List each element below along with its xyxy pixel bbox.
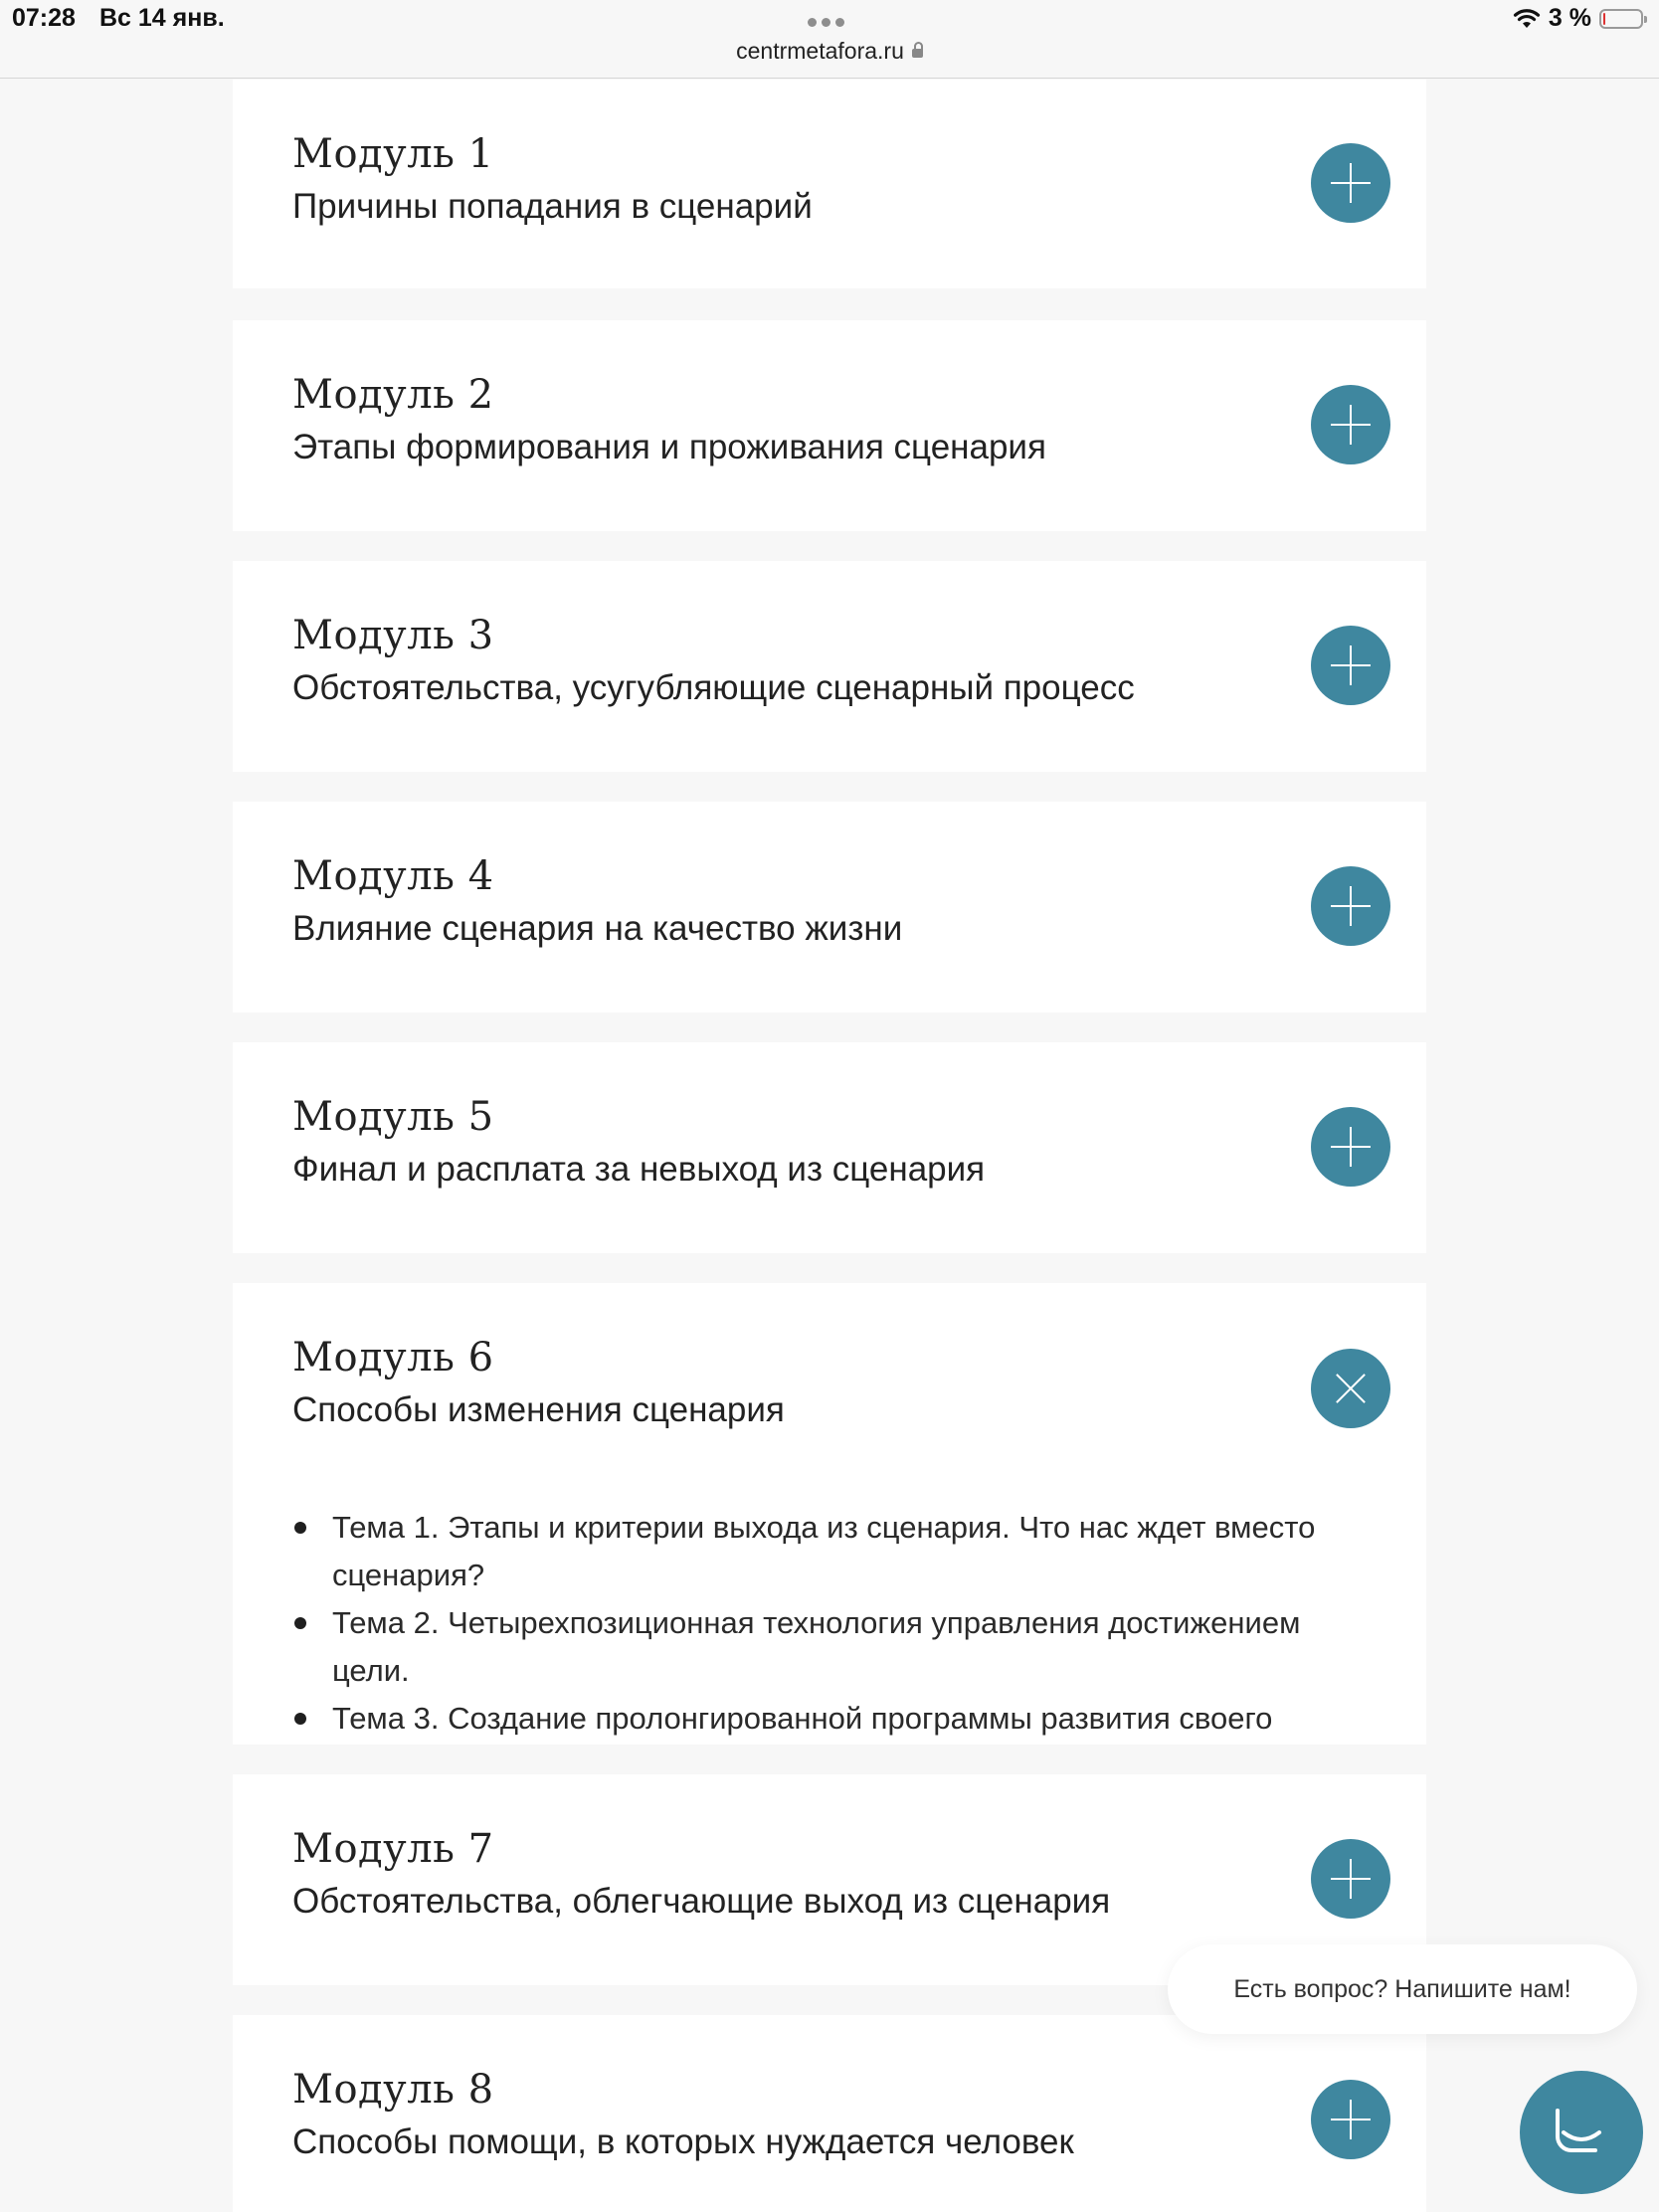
url-text: centrmetafora.ru: [736, 38, 904, 64]
module-number: Модуль 4: [292, 853, 494, 899]
collapse-button[interactable]: [1311, 1349, 1390, 1428]
module-card[interactable]: [233, 802, 1426, 1013]
module-number: Модуль 6: [292, 1335, 494, 1381]
list-item: Тема 3. Создание пролонгированной программы развития своего: [292, 1695, 1367, 1743]
module-number: Модуль 5: [292, 1094, 494, 1140]
battery-percent: 3 %: [1548, 4, 1591, 32]
status-time: 07:28: [12, 4, 76, 32]
status-bar: [0, 0, 1659, 79]
module-card[interactable]: [233, 320, 1426, 531]
status-date: Вс 14 янв.: [99, 4, 225, 32]
lock-icon: [912, 49, 923, 58]
module-title: Способы помощи, в которых нуждается человек: [292, 2122, 1074, 2161]
battery-icon: [1599, 9, 1643, 29]
wifi-icon: [1513, 8, 1541, 30]
expand-button[interactable]: [1311, 143, 1390, 223]
chat-button[interactable]: [1520, 2071, 1643, 2194]
topic-list: [292, 1504, 1367, 1743]
module-card[interactable]: [233, 561, 1426, 772]
module-card[interactable]: [233, 80, 1426, 288]
address-bar[interactable]: [0, 38, 1659, 65]
module-number: Модуль 8: [292, 2067, 494, 2113]
module-card-expanded[interactable]: [233, 1283, 1426, 1745]
expand-button[interactable]: [1311, 1839, 1390, 1919]
expand-button[interactable]: [1311, 2080, 1390, 2159]
module-number: Модуль 3: [292, 613, 494, 658]
module-title: Этапы формирования и проживания сценария: [292, 428, 1046, 466]
module-number: Модуль 1: [292, 131, 494, 177]
chat-prompt[interactable]: Есть вопрос? Напишите нам!: [1168, 1944, 1637, 2034]
module-card[interactable]: [233, 2015, 1426, 2212]
chat-icon: [1550, 2105, 1613, 2160]
expand-button[interactable]: [1311, 1107, 1390, 1187]
module-number: Модуль 2: [292, 372, 494, 418]
status-right: [1513, 4, 1643, 33]
expand-button[interactable]: [1311, 385, 1390, 464]
module-title: Влияние сценария на качество жизни: [292, 909, 903, 948]
module-title: Обстоятельства, облегчающие выход из сценария: [292, 1882, 1111, 1921]
module-card[interactable]: [233, 1042, 1426, 1253]
expand-button[interactable]: [1311, 626, 1390, 705]
list-item: Тема 2. Четырехпозиционная технология управления достижением цели.: [292, 1599, 1367, 1695]
module-title: Способы изменения сценария: [292, 1390, 785, 1429]
expand-button[interactable]: [1311, 866, 1390, 946]
module-title: Обстоятельства, усугубляющие сценарный процесс: [292, 668, 1135, 707]
multitasking-dots-icon[interactable]: [808, 18, 844, 27]
module-title: Причины попадания в сценарий: [292, 187, 813, 226]
module-title: Финал и расплата за невыход из сценария: [292, 1150, 986, 1189]
list-item: Тема 1. Этапы и критерии выхода из сценария. Что нас ждет вместо сценария?: [292, 1504, 1367, 1599]
module-number: Модуль 7: [292, 1826, 494, 1872]
